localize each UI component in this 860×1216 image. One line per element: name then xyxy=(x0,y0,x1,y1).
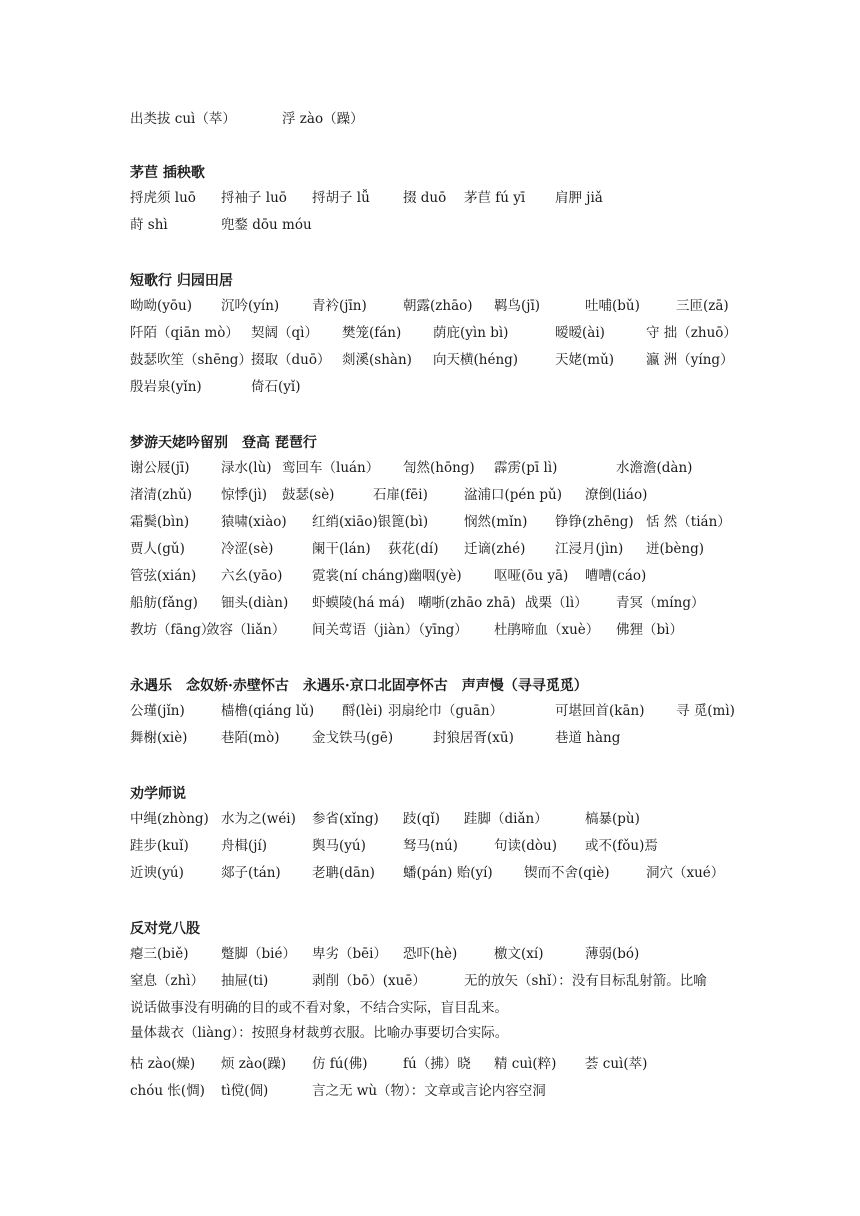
vocab-entry: 窒息（zhì） xyxy=(130,973,205,989)
vocab-entry: 无的放矢（shǐ）：没有目标乱射箭。比喻 xyxy=(464,973,707,989)
vocab-entry: 向天横(héng) xyxy=(433,352,519,368)
vocab-entry: 荫庇(yìn bì) xyxy=(433,325,509,341)
vocab-entry: 舆马(yú) xyxy=(312,838,366,854)
vocab-entry: 金戈铁马(gē) xyxy=(312,730,394,746)
vocab-entry: 樊笼(fán) xyxy=(342,325,402,341)
vocab-entry: 莳 shì xyxy=(130,217,168,233)
vocab-entry: 舞榭(xiè) xyxy=(130,730,188,746)
vocab-entry: 掇取（duō） xyxy=(251,352,331,368)
vocab-entry: 嘲哳(zhāo zhā) xyxy=(418,595,516,611)
vocab-entry: 霜鬓(bìn) xyxy=(130,514,190,530)
vocab-entry: 倚石(yǐ) xyxy=(251,379,301,395)
vocab-entry: 参省(xǐng) xyxy=(312,811,379,827)
vocab-entry: 说话做事没有明确的目的或不看对象，不结合实际，盲目乱来。 xyxy=(130,1000,508,1016)
vocab-entry: 浮 zào（躁） xyxy=(282,111,364,127)
vocab-entry: 钿头(diàn) xyxy=(221,595,289,611)
vocab-entry: 恬 然（tián） xyxy=(646,514,731,530)
vocab-entry: 卑劣（bēi） xyxy=(312,946,387,962)
vocab-entry: 洞穴（xué） xyxy=(646,865,725,881)
vocab-entry: 阑干(lán) xyxy=(312,541,371,557)
vocab-entry: 封狼居胥(xū) xyxy=(433,730,514,746)
vocab-entry: chóu 怅(惆) xyxy=(130,1083,205,1099)
vocab-entry: 兜鍪 dōu móu xyxy=(221,217,312,233)
vocab-entry: 瀛 洲（yíng） xyxy=(646,352,734,368)
vocab-entry: 契阔（qì） xyxy=(251,325,318,341)
vocab-entry: 中绳(zhòng) xyxy=(130,811,209,827)
vocab-entry: 渌水(lù) xyxy=(221,460,272,476)
vocab-entry: 呕哑(ōu yā) xyxy=(494,568,569,584)
vocab-entry: 驽马(nú) xyxy=(403,838,458,854)
vocab-entry: 朝露(zhāo) xyxy=(403,298,473,314)
vocab-entry: 公瑾(jǐn) xyxy=(130,703,185,719)
vocab-entry: 檄文(xí) xyxy=(494,946,544,962)
vocab-entry: 霹雳(pī lì) xyxy=(494,460,558,476)
vocab-entry: 郯子(tán) xyxy=(221,865,281,881)
vocab-entry: 迁谪(zhé) xyxy=(464,541,526,557)
vocab-entry: 可堪回首(kān) xyxy=(555,703,645,719)
vocab-entry: tì傥(倜) xyxy=(221,1083,269,1099)
vocab-entry: 虾蟆陵(há má) xyxy=(312,595,405,611)
vocab-entry: 酹(lèi) xyxy=(342,703,383,719)
vocab-entry: 槁暴(pù) xyxy=(585,811,640,827)
vocab-entry: 贾人(gǔ) xyxy=(130,541,185,557)
vocab-entry: 管弦(xián) xyxy=(130,568,197,584)
vocab-entry: 荻花(dí) xyxy=(388,541,439,557)
vocab-entry: 谢公屐(jī) xyxy=(130,460,190,476)
vocab-entry: 捋虎须 luō xyxy=(130,190,196,206)
vocab-entry: 湓浦口(pén pǔ) xyxy=(464,487,562,503)
vocab-entry: 出类拔 cuì（萃） xyxy=(130,111,236,127)
section-heading: 茅苣 插秧歌 xyxy=(130,165,205,181)
vocab-entry: 沉吟(yín) xyxy=(221,298,280,314)
vocab-entry: fú（拂）晓 xyxy=(403,1056,471,1072)
vocab-entry: 跂(qǐ) xyxy=(403,811,440,827)
vocab-entry: 间关莺语（jiàn）（yīng） xyxy=(312,622,468,638)
section-heading: 劝学师说 xyxy=(130,786,186,802)
vocab-entry: 掇 duō xyxy=(403,190,447,206)
vocab-entry: 渚清(zhǔ) xyxy=(130,487,193,503)
vocab-entry: 羁鸟(jī) xyxy=(494,298,541,314)
vocab-entry: 鸾回车（luán） xyxy=(282,460,380,476)
vocab-entry: 六幺(yāo) xyxy=(221,568,283,584)
vocab-entry: 惊悸(jì) xyxy=(221,487,268,503)
vocab-entry: 老聃(dān) xyxy=(312,865,375,881)
vocab-entry: 寻 觅(mì) xyxy=(676,703,735,719)
vocab-entry: 抽屉(ti) xyxy=(221,973,269,989)
vocab-entry: 青冥（míng） xyxy=(616,595,705,611)
vocab-entry: 巷陌(mò) xyxy=(221,730,280,746)
vocab-entry: 船舫(fǎng) xyxy=(130,595,198,611)
vocab-entry: 肩胛 jiǎ xyxy=(555,190,603,206)
vocab-entry: 战栗（lì） xyxy=(525,595,588,611)
vocab-entry: 跬步(kuǐ) xyxy=(130,838,189,854)
vocab-entry: 殷岩泉(yǐn) xyxy=(130,379,202,395)
vocab-entry: 荟 cuì(萃) xyxy=(585,1056,648,1072)
vocab-entry: 枯 zào(燥) xyxy=(130,1056,196,1072)
vocab-entry: 精 cuì(粹) xyxy=(494,1056,557,1072)
vocab-entry: 仿 fú(佛) xyxy=(312,1056,368,1072)
vocab-entry: 言之无 wù（物）：文章或言论内容空洞 xyxy=(312,1083,546,1099)
vocab-entry: 锲而不舍(qiè) xyxy=(524,865,610,881)
section-heading: 永遇乐 念奴娇·赤壁怀古 永遇乐·京口北固亭怀古 声声慢（寻寻觅觅） xyxy=(130,678,588,694)
vocab-entry: 瘪三(biě) xyxy=(130,946,189,962)
vocab-entry: 石扉(fēi) xyxy=(373,487,428,503)
vocab-entry: 暧暧(ài) xyxy=(555,325,605,341)
vocab-entry: 红绡(xiāo)银篦(bì) xyxy=(312,514,429,530)
vocab-entry: 嘈嘈(cáo) xyxy=(585,568,647,584)
vocab-entry: 呦呦(yōu) xyxy=(130,298,192,314)
vocab-entry: 敛容（liǎn） xyxy=(206,622,286,638)
vocab-entry: 水为之(wéi) xyxy=(221,811,296,827)
vocab-entry: 守 拙（zhuō） xyxy=(646,325,737,341)
vocab-entry: 江浸月(jìn) xyxy=(555,541,624,557)
vocab-entry: 羽扇纶巾（guān） xyxy=(388,703,504,719)
vocab-entry: 薄弱(bó) xyxy=(585,946,640,962)
vocab-entry: 近谀(yú) xyxy=(130,865,184,881)
vocab-entry: 杜鹃啼血（xuè） xyxy=(494,622,600,638)
vocab-entry: 捋胡子 lǚ xyxy=(312,190,370,206)
vocab-entry: 悯然(mǐn) xyxy=(464,514,528,530)
vocab-entry: 青衿(jīn) xyxy=(312,298,367,314)
vocab-entry: 句读(dòu) xyxy=(494,838,557,854)
vocab-entry: 水澹澹(dàn) xyxy=(616,460,693,476)
vocab-entry: 捋袖子 luō xyxy=(221,190,287,206)
vocab-entry: 冷涩(sè) xyxy=(221,541,274,557)
vocab-entry: 鼓瑟吹笙（shēng） xyxy=(130,352,252,368)
vocab-entry: 恐吓(hè) xyxy=(403,946,458,962)
vocab-entry: 迸(bèng) xyxy=(646,541,705,557)
vocab-entry: 霓裳(ní cháng)幽咽(yè) xyxy=(312,568,462,584)
section-heading: 反对党八股 xyxy=(130,921,200,937)
vocab-entry: 三匝(zā) xyxy=(676,298,729,314)
vocab-entry: 樯橹(qiáng lǔ) xyxy=(221,703,315,719)
vocab-entry: 舟楫(jí) xyxy=(221,838,268,854)
vocab-entry: 茅苣 fú yī xyxy=(464,190,526,206)
vocab-entry: 吐哺(bǔ) xyxy=(585,298,640,314)
vocab-entry: 潦倒(liáo) xyxy=(585,487,648,503)
vocab-entry: 阡陌（qiān mò） xyxy=(130,325,239,341)
vocab-entry: 剥削（bō）(xuē） xyxy=(312,973,426,989)
vocab-entry: 烦 zào(躁) xyxy=(221,1056,287,1072)
vocab-entry: 铮铮(zhēng) xyxy=(555,514,634,530)
vocab-entry: 或不(fǒu)焉 xyxy=(585,838,658,854)
vocab-entry: 鼓瑟(sè) xyxy=(282,487,335,503)
vocab-entry: 猿啸(xiào) xyxy=(221,514,287,530)
vocab-entry: 教坊（fāng） xyxy=(130,622,215,638)
section-heading: 短歌行 归园田居 xyxy=(130,273,233,289)
vocab-entry: 蹩脚（bié） xyxy=(221,946,296,962)
vocab-entry: 蟠(pán) 贻(yí) xyxy=(403,865,493,881)
vocab-entry: 量体裁衣（liàng）：按照身材裁剪衣服。比喻办事要切合实际。 xyxy=(130,1025,509,1041)
vocab-entry: 天姥(mǔ) xyxy=(555,352,615,368)
vocab-entry: 剡溪(shàn) xyxy=(342,352,412,368)
vocab-entry: 訇然(hōng) xyxy=(403,460,475,476)
section-heading: 梦游天姥吟留别 登高 琵琶行 xyxy=(130,435,317,451)
vocab-entry: 巷道 hàng xyxy=(555,730,621,746)
vocab-entry: 跬脚（diǎn） xyxy=(464,811,548,827)
vocab-entry: 佛狸（bì） xyxy=(616,622,683,638)
